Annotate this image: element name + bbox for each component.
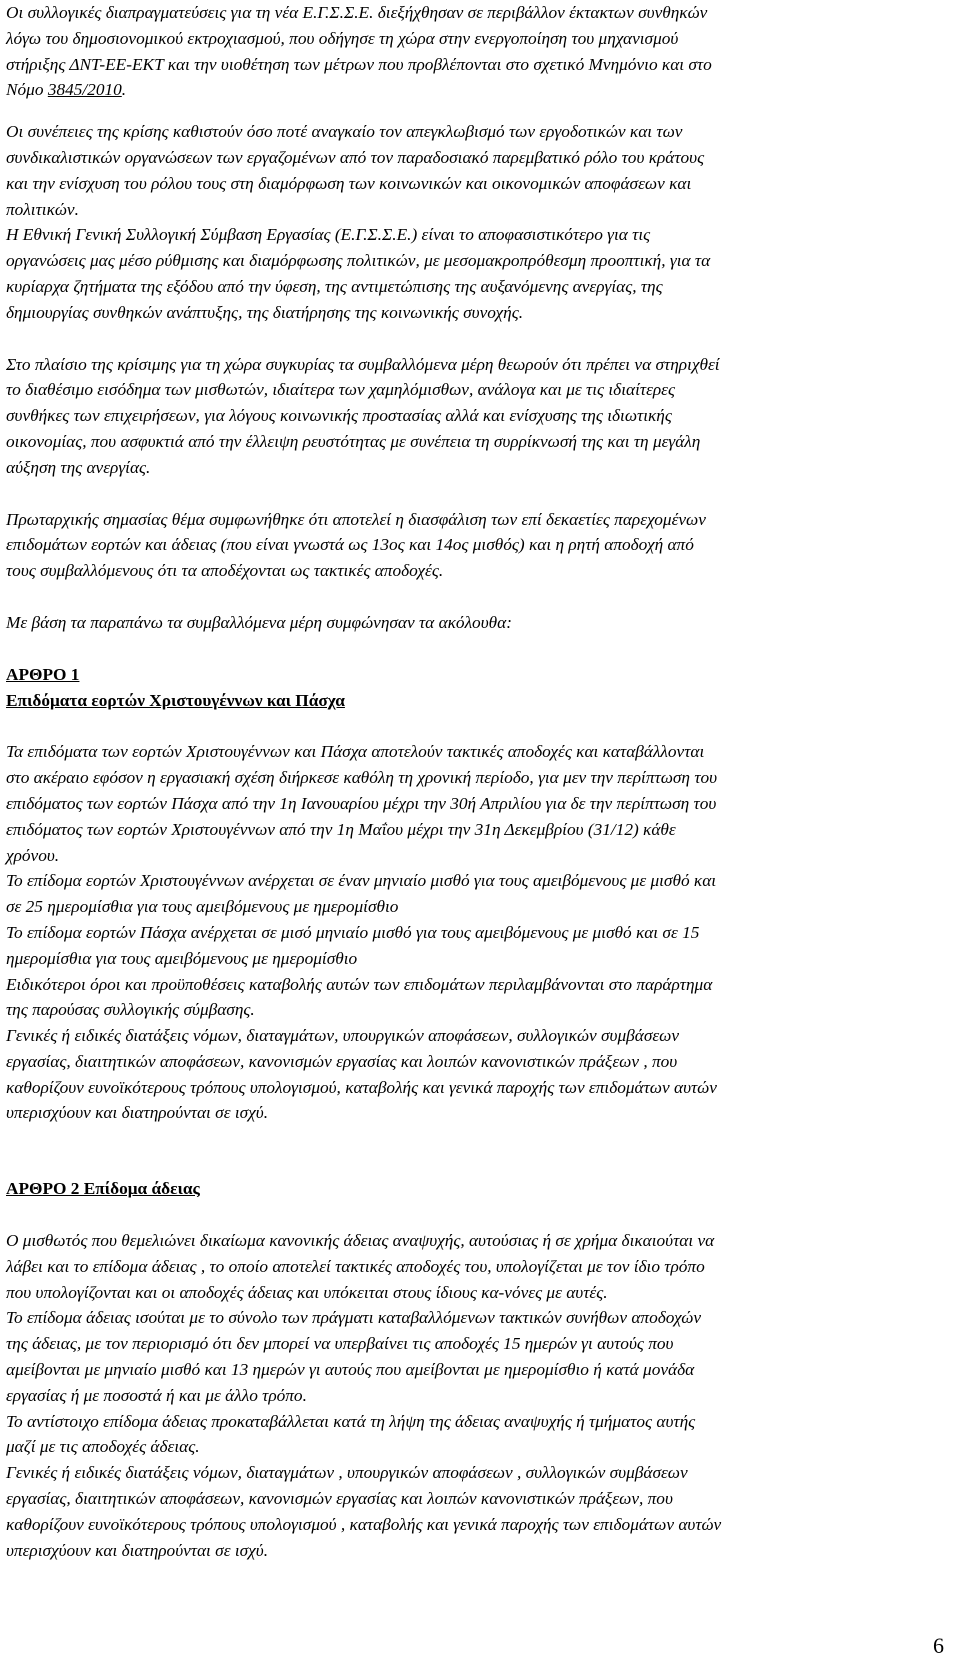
- text-line: Με βάση τα παραπάνω τα συμβαλλόμενα μέρη συμφώνησαν τα ακόλουθα:: [6, 612, 512, 632]
- text-line: που υπολογίζονται και οι αποδοχές άδειας και υπόκειται στους ίδιους κα-νόνες με αυτές.: [6, 1282, 608, 1302]
- text-line: συνδικαλιστικών οργανώσεων των εργαζομένων από τον παραδοσιακό παρεμβατικό ρόλο του κράτους: [6, 147, 705, 167]
- text-line: εργασίας, διαιτητικών αποφάσεων, κανονισμών εργασίας και λοιπών κανονιστικών πράξεων , που: [6, 1051, 678, 1071]
- text-line: δημιουργίας συνθηκών ανάπτυξης, της διατήρησης της κοινωνικής συνοχής.: [6, 302, 524, 322]
- text-line: οικονομίας, που ασφυκτιά από την έλλειψη ρευστότητας με συνέπεια τη συρρίκνωσή της και τη μεγάλη: [6, 431, 701, 451]
- text-line: υπερισχύουν και διατηρούνται σε ισχύ.: [6, 1540, 269, 1560]
- text-line: ημερομίσθια για τους αμειβόμενους με ημερομίσθιο: [6, 948, 358, 968]
- text-line: Γενικές ή ειδικές διατάξεις νόμων, διαταγμάτων, υπουργικών αποφάσεων, συλλογικών συμβάσεων: [6, 1026, 680, 1046]
- text-line: επιδόματος των εορτών Πάσχα από την 1η Ιανουαρίου μέχρι την 30ή Απριλίου για δε την περίπτωση του: [6, 793, 717, 813]
- article-2-body: [6, 1228, 944, 1563]
- text-line: της άδειας, με τον περιορισμό ότι δεν μπορεί να υπερβαίνει τις αποδοχές 15 ημερών γι αυτούς που: [6, 1334, 674, 1354]
- text-line: Η Εθνική Γενική Συλλογική Σύμβαση Εργασίας (Ε.Γ.Σ.Σ.Ε.) είναι το αποφασιστικότερο για τις: [6, 225, 651, 245]
- law-link[interactable]: 3845/2010: [47, 80, 122, 100]
- text-line: Γενικές ή ειδικές διατάξεις νόμων, διαταγμάτων , υπουργικών αποφάσεων , συλλογικών συμβάσεων: [6, 1463, 688, 1483]
- priority-paragraph: [6, 507, 944, 584]
- article-2-heading: ΑΡΘΡΟ 2 Επίδομα άδειας: [6, 1179, 200, 1199]
- article-1-number: ΑΡΘΡΟ 1: [6, 664, 80, 684]
- context-paragraph: [6, 352, 944, 481]
- text-line: σε 25 ημερομίσθια για τους αμειβόμενους με ημερομίσθιο: [6, 897, 399, 917]
- text-line: Ο μισθωτός που θεμελιώνει δικαίωμα κανονικής άδειας αναψυχής, αυτούσιας ή σε χρήμα δικαιούται να: [6, 1231, 715, 1251]
- text-line: Το επίδομα εορτών Πάσχα ανέρχεται σε μισό μηνιαίο μισθό για τους αμειβόμενους με μισθό και σε 15: [6, 922, 700, 942]
- article-1-body: [6, 739, 944, 1126]
- text-line: αμείβονται με μηνιαίο μισθό και 13 ημερών γι αυτούς που αμείβονται με ημερομίσθιο ή κατά μονάδα: [6, 1360, 695, 1380]
- agreement-intro: [6, 610, 944, 636]
- text-line: κυρίαρχα ζητήματα της εξόδου από την ύφεση, της αντιμετώπισης της αυξανόμενης ανεργίας, της: [6, 276, 663, 296]
- text-line: Τα επιδόματα των εορτών Χριστουγέννων και Πάσχα αποτελούν τακτικές αποδοχές και καταβάλλονται: [6, 742, 705, 762]
- text-line: και την ενίσχυση του ρόλου τους στη διαμόρφωση των κοινωνικών και οικονομικών αποφάσεων και: [6, 173, 692, 193]
- text-line: αύξηση της ανεργίας.: [6, 457, 151, 477]
- text-line: τους συμβαλλόμενους ότι τα αποδέχονται ως τακτικές αποδοχές.: [6, 561, 444, 581]
- article-2: [6, 1176, 944, 1563]
- text-line: [6, 77, 944, 103]
- text-line: Το επίδομα άδειας ισούται με το σύνολο των πράγματι καταβαλλόμενων τακτικών συνήθων αποδοχών: [6, 1308, 702, 1328]
- law-suffix: .: [121, 80, 127, 100]
- text-line: Πρωταρχικής σημασίας θέμα συμφωνήθηκε ότι αποτελεί η διασφάλιση των επί δεκαετίες παρεχομένων: [6, 509, 706, 529]
- text-line: λόγω του δημοσιονομικού εκτροχιασμού, που οδήγησε τη χώρα στην ενεργοποίηση του μηχανισμού: [6, 28, 679, 48]
- text-line: επιδόματος των εορτών Χριστουγέννων από την 1η Μαΐου μέχρι την 31η Δεκεμβρίου (31/12) κάθε: [6, 819, 676, 839]
- text-line: Το επίδομα εορτών Χριστουγέννων ανέρχεται σε έναν μηνιαίο μισθό για τους αμειβόμενους με μισθό και: [6, 871, 717, 891]
- text-line: εργασίας, διαιτητικών αποφάσεων, κανονισμών εργασίας και λοιπών κανονιστικών πράξεων, που: [6, 1489, 673, 1509]
- document-body: [6, 0, 944, 1563]
- text-line: χρόνου.: [6, 845, 60, 865]
- article-1-title: Επιδόματα εορτών Χριστουγέννων και Πάσχα: [6, 690, 345, 710]
- text-line: λάβει και το επίδομα άδειας , το οποίο αποτελεί τακτικές αποδοχές του, υπολογίζεται με τον ίδιο τρόπο: [6, 1256, 705, 1276]
- text-line: υπερισχύουν και διατηρούνται σε ισχύ.: [6, 1103, 269, 1123]
- text-line: πολιτικών.: [6, 199, 79, 219]
- text-line: Οι συνέπειες της κρίσης καθιστούν όσο ποτέ αναγκαίο τον απεγκλωβισμό των εργοδοτικών και των: [6, 122, 683, 142]
- text-line: το διαθέσιμο εισόδημα των μισθωτών, ιδιαίτερα των χαμηλόμισθων, ανάλογα και με τις ιδιαίτερες: [6, 380, 675, 400]
- text-line: επιδομάτων εορτών και άδειας (που είναι γνωστά ως 13ος και 14ος μισθός) και η ρητή αποδοχή από: [6, 535, 694, 555]
- intro-paragraph: [6, 0, 944, 103]
- text-line: της παρούσας συλλογικής σύμβασης.: [6, 1000, 255, 1020]
- text-line: μαζί με τις αποδοχές άδειας.: [6, 1437, 200, 1457]
- article-1: [6, 662, 944, 1127]
- text-line: στήριξης ΔΝΤ-ΕΕ-ΕΚΤ και την υιοθέτηση των μέτρων που προβλέπονται στο σχετικό Μνημόνιο και στο: [6, 54, 712, 74]
- text-line: καθορίζουν ευνοϊκότερους τρόπους υπολογισμού , καταβολής και γενικά παροχής των επιδομάτων αυτών: [6, 1514, 722, 1534]
- text-line: συνθήκες των επιχειρήσεων, για λόγους κοινωνικής προστασίας αλλά και ενίσχυσης της ιδιωτικής: [6, 406, 672, 426]
- text-line: Το αντίστοιχο επίδομα άδειας προκαταβάλλεται κατά τη λήψη της άδειας αναψυχής ή τμήματος αυτής: [6, 1411, 696, 1431]
- text-line: στο ακέραιο εφόσον η εργασιακή σχέση διήρκεσε καθόλη τη χρονική περίοδο, για μεν την περίπτωση του: [6, 768, 718, 788]
- text-line: καθορίζουν ευνοϊκότερους τρόπους υπολογισμού, καταβολής και γενικά παροχής των επιδομάτων αυτών: [6, 1077, 717, 1097]
- text-line: Οι συλλογικές διαπραγματεύσεις για τη νέα Ε.Γ.Σ.Σ.Ε. διεξήχθησαν σε περιβάλλον έκτακτων συνθηκών: [6, 3, 708, 22]
- law-prefix: Νόμο: [6, 80, 48, 100]
- crisis-paragraph: [6, 119, 944, 325]
- text-line: Ειδικότεροι όροι και προϋποθέσεις καταβολής αυτών των επιδομάτων περιλαμβάνονται στο παράρτημα: [6, 974, 713, 994]
- text-line: εργασίας ή με ποσοστά ή και με άλλο τρόπο.: [6, 1385, 307, 1405]
- text-line: οργανώσεις μας μέσο ρύθμισης και διαμόρφωσης πολιτικών, με μεσομακροπρόθεσμη προοπτική, για τα: [6, 251, 711, 271]
- text-line: Στο πλαίσιο της κρίσιμης για τη χώρα συγκυρίας τα συμβαλλόμενα μέρη θεωρούν ότι πρέπει να στηριχθεί: [6, 354, 720, 374]
- page-number: 6: [933, 1633, 944, 1659]
